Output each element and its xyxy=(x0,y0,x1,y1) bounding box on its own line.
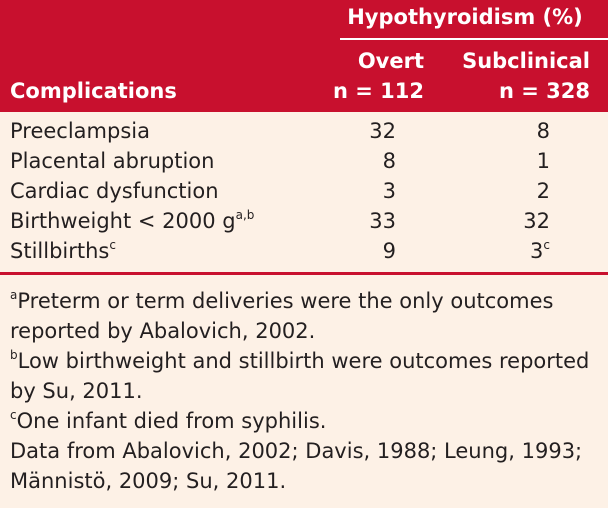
cell-overt: 33 xyxy=(369,209,396,233)
cell-overt: 9 xyxy=(382,239,396,263)
footnote-c: $^c$One infant died from syphilis. xyxy=(10,408,327,433)
cell-overt: 3 xyxy=(382,179,396,203)
column-header-subclinical-n: n = 328 xyxy=(498,79,590,103)
table-row xyxy=(0,206,608,236)
row-label: Birthweight < 2000 $g^{a,b}$ xyxy=(10,208,255,233)
cell-overt: 32 xyxy=(369,119,396,143)
table-row xyxy=(0,146,608,176)
cell-subclinical: 2 xyxy=(536,179,550,203)
column-group-rule xyxy=(340,38,608,40)
table-header xyxy=(0,0,608,112)
cell-overt: 8 xyxy=(382,149,396,173)
footnote-a: $^a$Preterm or term deliveries were the only outcomes reported by Abalovich, 2002. xyxy=(10,288,554,343)
cell-footnote-marker: c xyxy=(543,238,550,252)
cell-subclinical: 32 xyxy=(523,209,550,233)
cell-subclinical: 1 xyxy=(536,149,550,173)
row-label: Placental abruption xyxy=(10,149,215,173)
footnote-b: $^b$Low birthweight and stillbirth were outcomes reported by Su, 2011. xyxy=(10,348,590,403)
cell-subclinical: 8 xyxy=(536,119,550,143)
column-header-subclinical: Subclinical xyxy=(462,49,590,73)
column-group-title: Hypothyroidism (%) xyxy=(347,5,583,29)
row-label-footnote-marker: c xyxy=(109,238,116,252)
column-header-overt: Overt xyxy=(357,49,424,73)
cell-subclinical: 3$^c$ xyxy=(530,238,550,263)
table-body xyxy=(0,116,608,266)
table-row xyxy=(0,236,608,266)
data-source-note: Data from Abalovich, 2002; Davis, 1988; Leung, 1993; Männistö, 2009; Su, 2011. xyxy=(10,439,583,493)
table-footnotes xyxy=(10,286,602,496)
row-label: Cardiac dysfunction xyxy=(10,179,219,203)
row-label-footnote-marker: a,b xyxy=(235,208,255,222)
row-header-complications: Complications xyxy=(10,79,177,103)
table-row xyxy=(0,176,608,206)
column-header-overt-n: n = 112 xyxy=(332,79,424,103)
row-label: Stillbirths$^c$ xyxy=(10,238,116,263)
table-row xyxy=(0,116,608,146)
table-bottom-rule xyxy=(0,272,608,275)
row-label: Preeclampsia xyxy=(10,119,150,143)
